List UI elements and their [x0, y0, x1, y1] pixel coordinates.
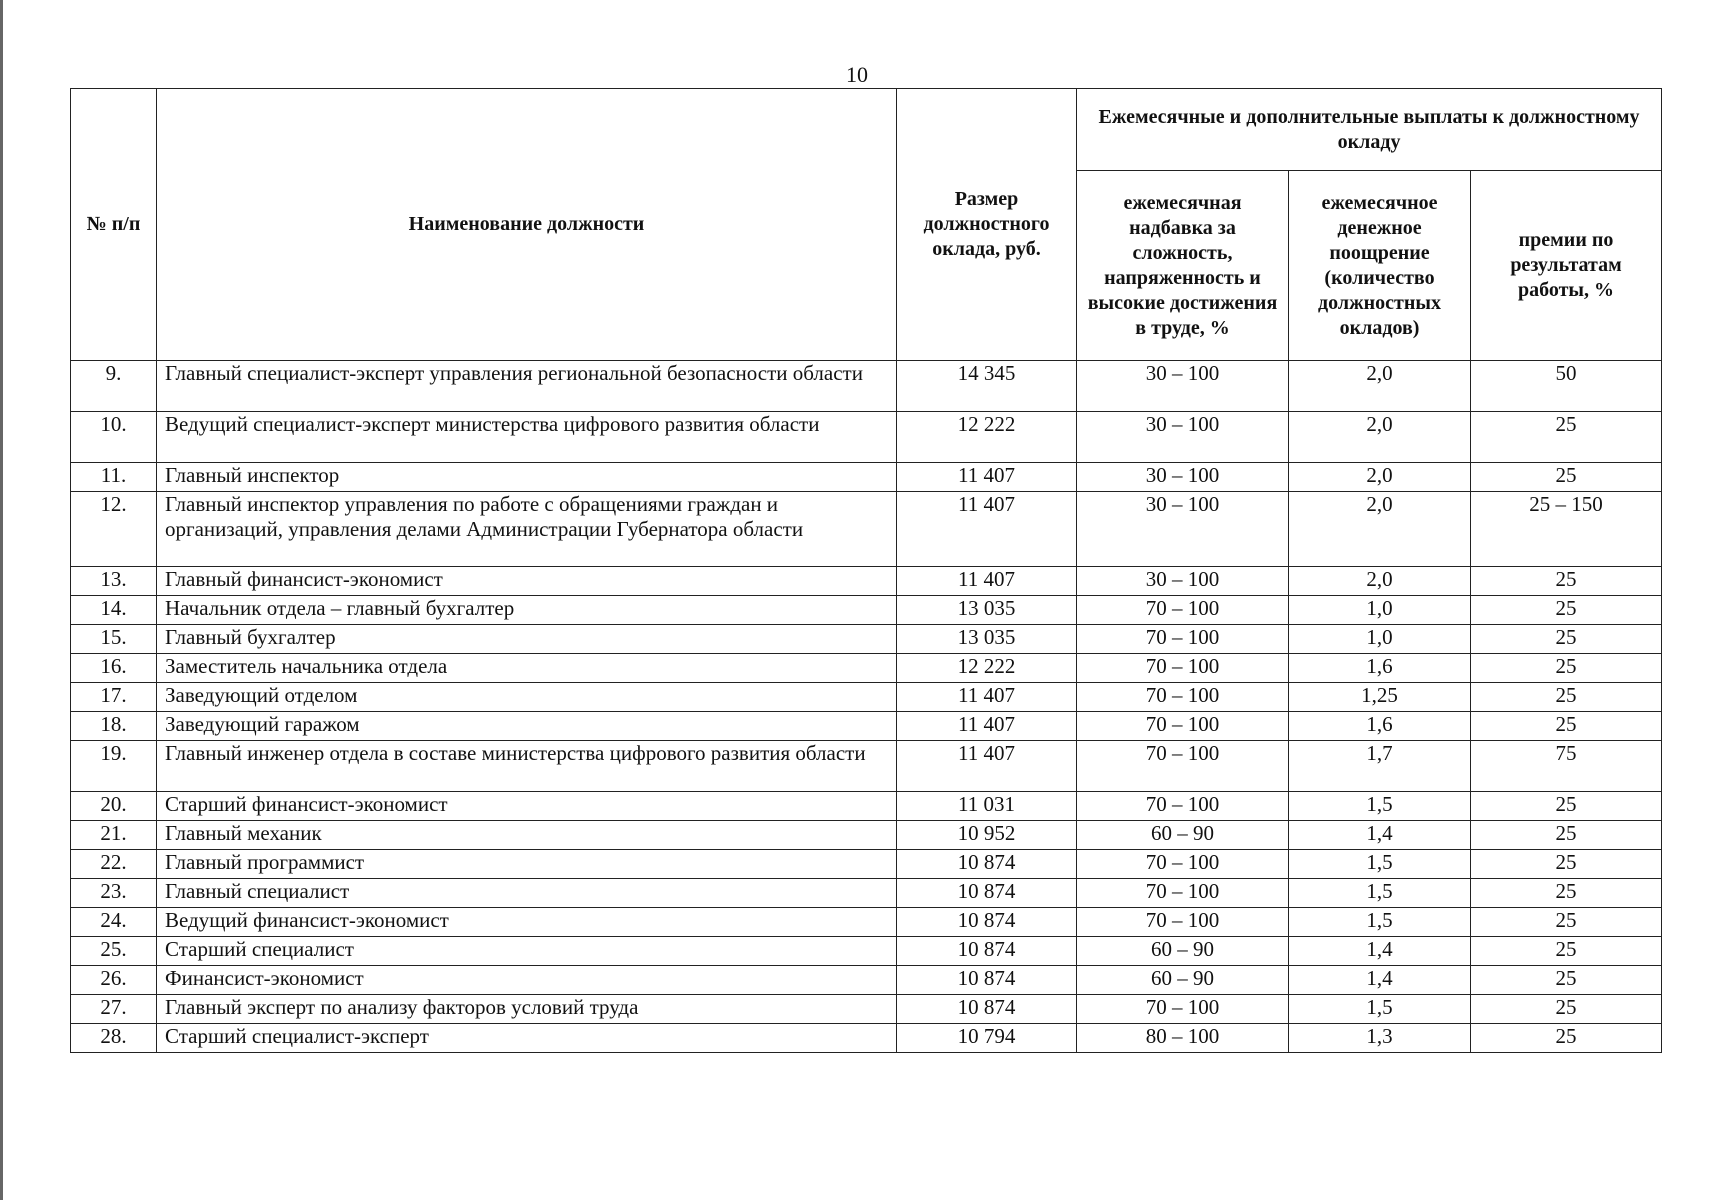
allowance-value: 70 – 100: [1077, 654, 1289, 683]
salary-value: 11 407: [897, 712, 1077, 741]
allowance-value: 70 – 100: [1077, 741, 1289, 792]
page-edge-line: [0, 0, 3, 1200]
allowance-value: 70 – 100: [1077, 596, 1289, 625]
position-name: Главный эксперт по анализу факторов условий труда: [157, 995, 897, 1024]
position-name: Главный специалист: [157, 879, 897, 908]
bonus-value: 1,5: [1289, 908, 1471, 937]
row-number: 18.: [71, 712, 157, 741]
table-row: [71, 850, 1662, 879]
position-name: Старший финансист-экономист: [157, 792, 897, 821]
bonus-value: 1,4: [1289, 966, 1471, 995]
premium-value: 25: [1471, 625, 1662, 654]
table-row: [71, 712, 1662, 741]
premium-value: 25: [1471, 850, 1662, 879]
bonus-value: 1,5: [1289, 792, 1471, 821]
position-name: Главный инспектор управления по работе с обращениями граждан и организаций, управления делами Администрации Губернатора области: [157, 492, 897, 567]
header-salary: Размер должностного оклада, руб.: [897, 89, 1077, 361]
table-row: [71, 492, 1662, 567]
salary-value: 10 874: [897, 966, 1077, 995]
row-number: 12.: [71, 492, 157, 567]
bonus-value: 1,7: [1289, 741, 1471, 792]
table-row: [71, 361, 1662, 412]
position-name: Старший специалист-эксперт: [157, 1024, 897, 1053]
premium-value: 25: [1471, 683, 1662, 712]
position-name: Главный бухгалтер: [157, 625, 897, 654]
bonus-value: 2,0: [1289, 412, 1471, 463]
bonus-value: 1,25: [1289, 683, 1471, 712]
table-row: [71, 1024, 1662, 1053]
premium-value: 25: [1471, 937, 1662, 966]
position-name: Главный инспектор: [157, 463, 897, 492]
premium-value: 50: [1471, 361, 1662, 412]
bonus-value: 2,0: [1289, 567, 1471, 596]
salary-value: 14 345: [897, 361, 1077, 412]
position-name: Главный механик: [157, 821, 897, 850]
header-num: № п/п: [71, 89, 157, 361]
allowance-value: 60 – 90: [1077, 821, 1289, 850]
header-premium: премии по результатам работы, %: [1471, 171, 1662, 361]
allowance-value: 30 – 100: [1077, 361, 1289, 412]
row-number: 15.: [71, 625, 157, 654]
salary-value: 10 794: [897, 1024, 1077, 1053]
bonus-value: 1,5: [1289, 995, 1471, 1024]
table-row: [71, 995, 1662, 1024]
premium-value: 25: [1471, 908, 1662, 937]
table-row: [71, 937, 1662, 966]
position-name: Главный программист: [157, 850, 897, 879]
header-allowance: ежемесячная надбавка за сложность, напряженность и высокие достижения в труде, %: [1077, 171, 1289, 361]
table-body: [71, 361, 1662, 1053]
table-row: [71, 879, 1662, 908]
row-number: 22.: [71, 850, 157, 879]
bonus-value: 1,6: [1289, 654, 1471, 683]
premium-value: 25: [1471, 712, 1662, 741]
table-row: [71, 908, 1662, 937]
position-name: Главный финансист-экономист: [157, 567, 897, 596]
allowance-value: 30 – 100: [1077, 492, 1289, 567]
row-number: 10.: [71, 412, 157, 463]
allowance-value: 70 – 100: [1077, 625, 1289, 654]
row-number: 20.: [71, 792, 157, 821]
position-name: Главный инженер отдела в составе министерства цифрового развития области: [157, 741, 897, 792]
table-row: [71, 463, 1662, 492]
premium-value: 25: [1471, 966, 1662, 995]
table-row: [71, 625, 1662, 654]
salary-table: [70, 88, 1662, 1053]
table-row: [71, 741, 1662, 792]
premium-value: 25: [1471, 1024, 1662, 1053]
position-name: Заместитель начальника отдела: [157, 654, 897, 683]
row-number: 26.: [71, 966, 157, 995]
page-number: 10: [846, 62, 868, 87]
header-bonus: ежемесячное денежное поощрение (количество должностных окладов): [1289, 171, 1471, 361]
salary-value: 10 952: [897, 821, 1077, 850]
row-number: 27.: [71, 995, 157, 1024]
position-name: Заведующий гаражом: [157, 712, 897, 741]
allowance-value: 30 – 100: [1077, 463, 1289, 492]
allowance-value: 70 – 100: [1077, 908, 1289, 937]
bonus-value: 2,0: [1289, 361, 1471, 412]
salary-value: 12 222: [897, 412, 1077, 463]
salary-value: 10 874: [897, 850, 1077, 879]
allowance-value: 80 – 100: [1077, 1024, 1289, 1053]
bonus-value: 1,5: [1289, 850, 1471, 879]
premium-value: 25 – 150: [1471, 492, 1662, 567]
table-row: [71, 567, 1662, 596]
bonus-value: 1,0: [1289, 625, 1471, 654]
bonus-value: 1,6: [1289, 712, 1471, 741]
row-number: 17.: [71, 683, 157, 712]
position-name: Старший специалист: [157, 937, 897, 966]
allowance-value: 70 – 100: [1077, 712, 1289, 741]
position-name: Ведущий специалист-эксперт министерства цифрового развития области: [157, 412, 897, 463]
allowance-value: 70 – 100: [1077, 683, 1289, 712]
table-row: [71, 792, 1662, 821]
salary-value: 11 407: [897, 463, 1077, 492]
row-number: 13.: [71, 567, 157, 596]
position-name: Заведующий отделом: [157, 683, 897, 712]
table-row: [71, 654, 1662, 683]
position-name: Ведущий финансист-экономист: [157, 908, 897, 937]
salary-value: 10 874: [897, 879, 1077, 908]
bonus-value: 1,4: [1289, 937, 1471, 966]
premium-value: 25: [1471, 879, 1662, 908]
table-row: [71, 412, 1662, 463]
salary-value: 13 035: [897, 625, 1077, 654]
allowance-value: 60 – 90: [1077, 937, 1289, 966]
bonus-value: 2,0: [1289, 492, 1471, 567]
salary-value: 11 407: [897, 741, 1077, 792]
premium-value: 25: [1471, 567, 1662, 596]
position-name: Главный специалист-эксперт управления региональной безопасности области: [157, 361, 897, 412]
row-number: 11.: [71, 463, 157, 492]
salary-value: 11 407: [897, 492, 1077, 567]
salary-value: 11 031: [897, 792, 1077, 821]
bonus-value: 2,0: [1289, 463, 1471, 492]
row-number: 24.: [71, 908, 157, 937]
allowance-value: 70 – 100: [1077, 995, 1289, 1024]
row-number: 25.: [71, 937, 157, 966]
salary-value: 11 407: [897, 567, 1077, 596]
salary-value: 10 874: [897, 908, 1077, 937]
row-number: 9.: [71, 361, 157, 412]
row-number: 14.: [71, 596, 157, 625]
row-number: 23.: [71, 879, 157, 908]
row-number: 19.: [71, 741, 157, 792]
row-number: 28.: [71, 1024, 157, 1053]
table-row: [71, 966, 1662, 995]
bonus-value: 1,0: [1289, 596, 1471, 625]
premium-value: 25: [1471, 463, 1662, 492]
position-name: Финансист-экономист: [157, 966, 897, 995]
header-payments-group: Ежемесячные и дополнительные выплаты к должностному окладу: [1077, 89, 1662, 171]
table-row: [71, 683, 1662, 712]
allowance-value: 30 – 100: [1077, 567, 1289, 596]
allowance-value: 60 – 90: [1077, 966, 1289, 995]
salary-value: 12 222: [897, 654, 1077, 683]
row-number: 16.: [71, 654, 157, 683]
premium-value: 75: [1471, 741, 1662, 792]
premium-value: 25: [1471, 792, 1662, 821]
bonus-value: 1,4: [1289, 821, 1471, 850]
allowance-value: 70 – 100: [1077, 879, 1289, 908]
table-row: [71, 596, 1662, 625]
premium-value: 25: [1471, 654, 1662, 683]
bonus-value: 1,5: [1289, 879, 1471, 908]
salary-value: 10 874: [897, 937, 1077, 966]
table-row: [71, 821, 1662, 850]
salary-value: 13 035: [897, 596, 1077, 625]
position-name: Начальник отдела – главный бухгалтер: [157, 596, 897, 625]
premium-value: 25: [1471, 995, 1662, 1024]
bonus-value: 1,3: [1289, 1024, 1471, 1053]
header-position-name: Наименование должности: [157, 89, 897, 361]
row-number: 21.: [71, 821, 157, 850]
allowance-value: 70 – 100: [1077, 792, 1289, 821]
allowance-value: 70 – 100: [1077, 850, 1289, 879]
premium-value: 25: [1471, 412, 1662, 463]
premium-value: 25: [1471, 821, 1662, 850]
allowance-value: 30 – 100: [1077, 412, 1289, 463]
premium-value: 25: [1471, 596, 1662, 625]
table-header: [71, 89, 1662, 361]
salary-value: 11 407: [897, 683, 1077, 712]
salary-value: 10 874: [897, 995, 1077, 1024]
